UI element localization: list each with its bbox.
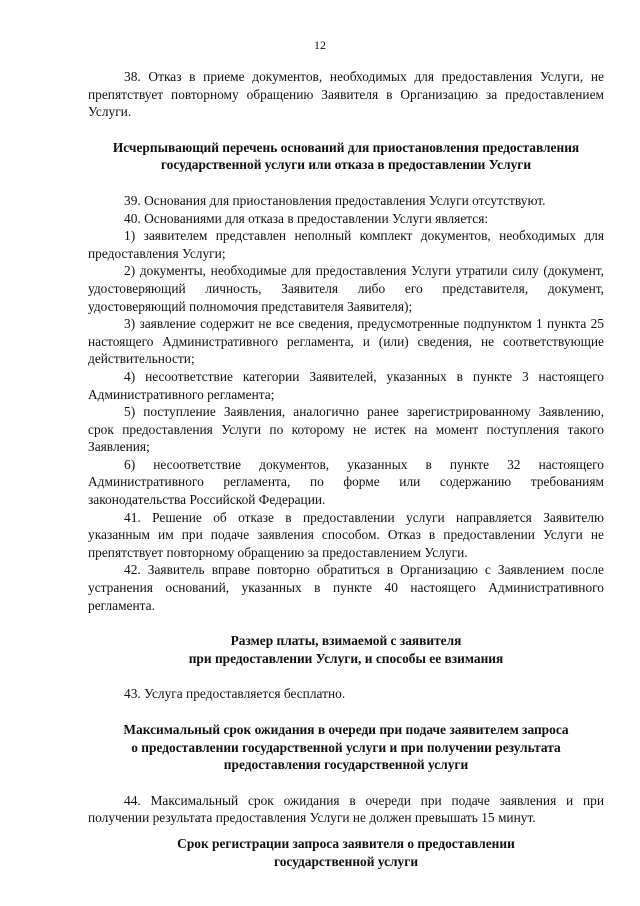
section-heading-line: при предоставлении Услуги, и способы ее взимания (188, 650, 504, 666)
section-heading-line: государственной услуги или отказа в предоставлении Услуги (160, 157, 532, 173)
paragraph-42: 42. Заявитель вправе повторно обратиться в Организацию с Заявлением после устранения оснований, указанных в пункте 40 настоящего Административного регламента. (88, 562, 604, 613)
section-heading-line: о предоставлении государственной услуги и при получении результата (131, 739, 561, 755)
list-item: 6) несоответствие документов, указанных в пункте 32 настоящего Административного регламента, по форме или содержанию требованиям законодательства Российской Федерации. (88, 456, 604, 508)
section-heading-line: Исчерпывающий перечень оснований для приостановления предоставления (112, 139, 580, 155)
list-item: 4) несоответствие категории Заявителей, указанных в пункте 3 настоящего Административного регламента; (88, 368, 604, 402)
section-heading-line: предоставления государственной услуги (223, 757, 469, 773)
page-number: 12 (314, 38, 326, 52)
section-heading-line: Максимальный срок ожидания в очереди при подаче заявителем запроса (123, 722, 569, 737)
paragraph-44: 44. Максимальный срок ожидания в очереди при подаче заявления и при получении результата предоставления Услуги не должен превышать 15 минут. (88, 792, 604, 826)
paragraph-40: 40. Основаниями для отказа в предоставлении Услуги является: (124, 210, 489, 226)
paragraph-39: 39. Основания для приостановления предоставления Услуги отсутствуют. (124, 192, 546, 208)
paragraph-43: 43. Услуга предоставляется бесплатно. (124, 686, 346, 702)
section-heading-line: Размер платы, взимаемой с заявителя (230, 633, 462, 649)
section-heading-line: государственной услуги (273, 853, 419, 869)
list-item: 3) заявление содержит не все сведения, предусмотренные подпунктом 1 пункта 25 настоящего Административного регламента, и (или) сведения, не соответствующие действительности; (88, 316, 604, 367)
list-item: 2) документы, необходимые для предоставления Услуги утратили силу (документ, удостоверяющий личность, Заявителя либо его представителя, документ, удостоверяющий полномочия представителя Заявителя); (88, 263, 604, 314)
list-item: 5) поступление Заявления, аналогично ранее зарегистрированному Заявлению, срок предоставления Услуги по которому не истек на момент поступления такого Заявления; (88, 404, 604, 455)
document-body (88, 68, 604, 870)
paragraph-38: 38. Отказ в приеме документов, необходимых для предоставления Услуги, не препятствует повторному обращению Заявителя в Организацию за предоставлением Услуги. (88, 69, 604, 120)
paragraph-41: 41. Решение об отказе в предоставлении услуги направляется Заявителю указанным им при подаче заявления способом. Отказ в предоставлении Услуги не препятствует повторному обращению за предоставлением Услуги. (88, 509, 604, 560)
list-item: 1) заявителем представлен неполный комплект документов, необходимых для предоставления Услуги; (88, 228, 604, 261)
section-heading-line: Срок регистрации запроса заявителя о предоставлении (177, 835, 515, 851)
